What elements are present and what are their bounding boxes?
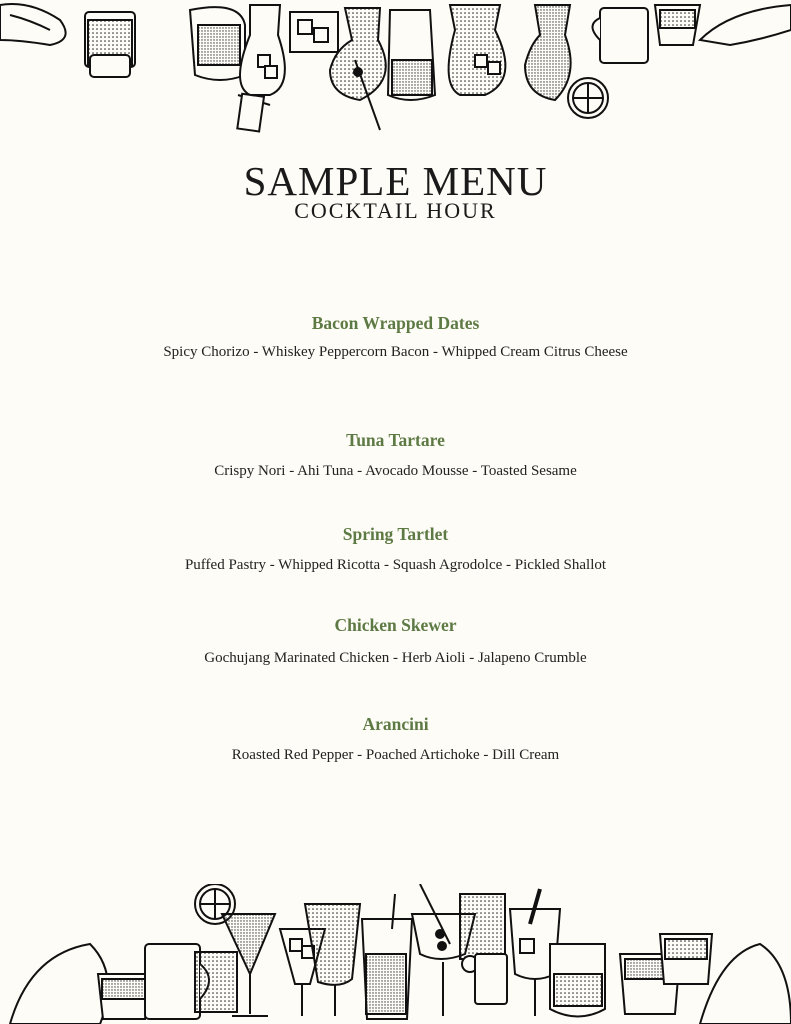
menu-item [0,524,791,574]
menu-item [0,714,791,764]
menu-item-description: Roasted Red Pepper - Poached Artichoke - Dill Cream [231,747,560,763]
menu-item-name: Bacon Wrapped Dates [311,313,480,333]
menu-item-name: Tuna Tartare [346,430,445,450]
menu-item-description: Spicy Chorizo - Whiskey Peppercorn Bacon - Whipped Cream Citrus Cheese [163,344,628,360]
top-glassware-border [0,0,791,135]
menu-item-description: Crispy Nori - Ahi Tuna - Avocado Mousse - Toasted Sesame [214,463,577,479]
menu-item-name: Spring Tartlet [342,524,449,544]
menu-title: SAMPLE MENU [243,158,548,205]
menu-item-name: Chicken Skewer [334,615,457,635]
menu-item [0,313,791,361]
bottom-glassware-border [0,884,791,1024]
menu-item-description: Gochujang Marinated Chicken - Herb Aioli - Jalapeno Crumble [204,650,587,666]
menu-subtitle: COCKTAIL HOUR [294,198,497,223]
menu-item [0,430,791,480]
menu-item-description: Puffed Pastry - Whipped Ricotta - Squash Agrodolce - Pickled Shallot [184,557,607,573]
menu-item [0,615,791,667]
menu-item-name: Arancini [362,714,429,734]
